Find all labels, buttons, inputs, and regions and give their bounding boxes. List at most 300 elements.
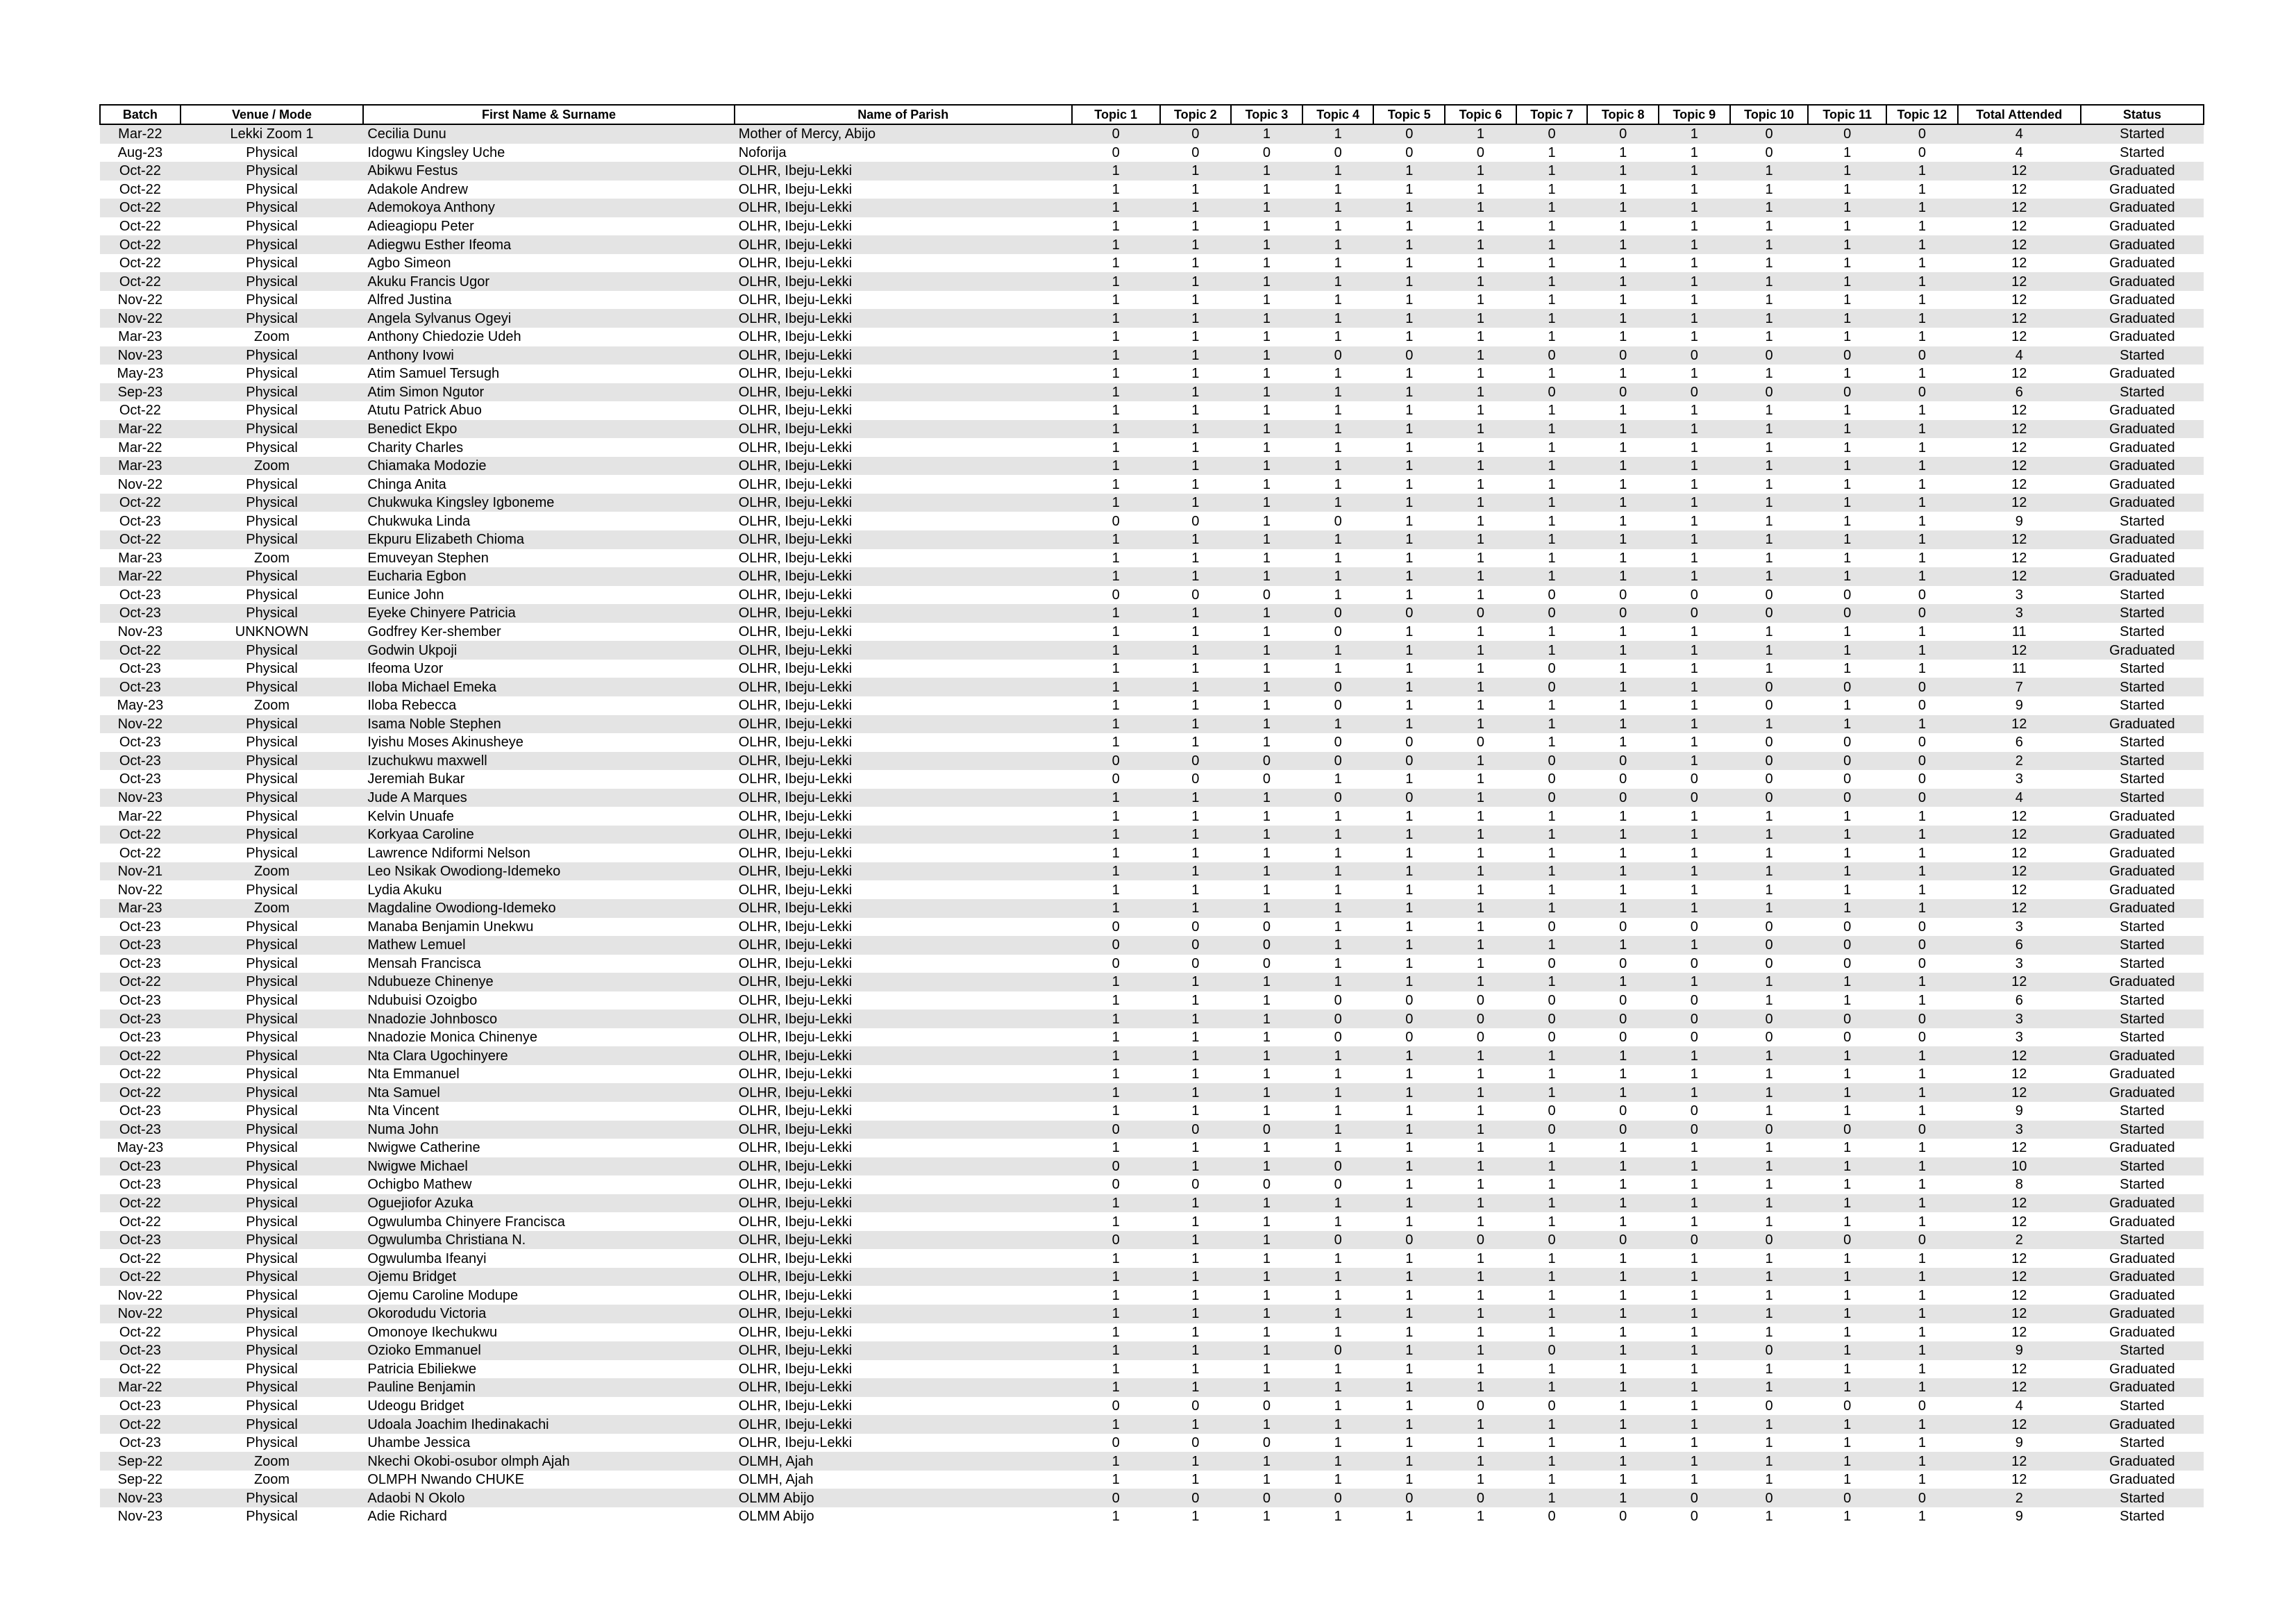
topic-1-cell[interactable]: 1 bbox=[1072, 1341, 1160, 1360]
topic-4-cell[interactable]: 1 bbox=[1302, 1305, 1374, 1323]
topic-11-cell[interactable]: 1 bbox=[1808, 1139, 1886, 1157]
batch-cell[interactable]: May-23 bbox=[100, 696, 181, 715]
topic-6-cell[interactable]: 1 bbox=[1445, 1065, 1516, 1084]
topic-9-cell[interactable]: 1 bbox=[1659, 733, 1730, 752]
topic-11-cell[interactable]: 0 bbox=[1808, 955, 1886, 973]
venue-cell[interactable]: Physical bbox=[181, 346, 364, 365]
topic-9-cell[interactable]: 1 bbox=[1659, 752, 1730, 771]
topic-2-cell[interactable]: 1 bbox=[1160, 1507, 1232, 1526]
topic-1-cell[interactable]: 1 bbox=[1072, 660, 1160, 678]
table-row[interactable] bbox=[100, 1157, 2204, 1176]
venue-cell[interactable]: Zoom bbox=[181, 1452, 364, 1471]
batch-cell[interactable]: Oct-23 bbox=[100, 604, 181, 623]
total-attended-cell[interactable]: 12 bbox=[1958, 420, 2081, 439]
topic-7-cell[interactable]: 1 bbox=[1516, 199, 1588, 217]
name-cell[interactable]: Ogwulumba Ifeanyi bbox=[363, 1249, 734, 1268]
total-attended-cell[interactable]: 9 bbox=[1958, 1341, 2081, 1360]
topic-8-cell[interactable]: 1 bbox=[1587, 181, 1659, 199]
topic-2-cell[interactable]: 1 bbox=[1160, 1341, 1232, 1360]
topic-3-cell[interactable]: 1 bbox=[1231, 899, 1302, 918]
table-row[interactable] bbox=[100, 365, 2204, 383]
topic-5-cell[interactable]: 1 bbox=[1373, 1378, 1445, 1397]
topic-10-cell[interactable]: 1 bbox=[1730, 826, 1809, 844]
total-attended-cell[interactable]: 12 bbox=[1958, 1323, 2081, 1342]
topic-7-cell[interactable]: 1 bbox=[1516, 144, 1588, 162]
topic-1-cell[interactable]: 1 bbox=[1072, 733, 1160, 752]
name-cell[interactable]: Leo Nsikak Owodiong-Idemeko bbox=[363, 862, 734, 881]
topic-1-cell[interactable]: 1 bbox=[1072, 1046, 1160, 1065]
status-cell[interactable]: Started bbox=[2081, 1341, 2204, 1360]
topic-12-cell[interactable]: 1 bbox=[1886, 162, 1958, 181]
topic-3-cell[interactable]: 1 bbox=[1231, 678, 1302, 696]
topic-11-cell[interactable]: 1 bbox=[1808, 1471, 1886, 1489]
topic-3-cell[interactable]: 0 bbox=[1231, 586, 1302, 605]
table-row[interactable] bbox=[100, 420, 2204, 439]
topic-1-cell[interactable]: 1 bbox=[1072, 1102, 1160, 1121]
header-parish[interactable]: Name of Parish bbox=[735, 105, 1072, 124]
table-row[interactable] bbox=[100, 715, 2204, 734]
topic-1-cell[interactable]: 0 bbox=[1072, 955, 1160, 973]
topic-8-cell[interactable]: 1 bbox=[1587, 309, 1659, 328]
parish-cell[interactable]: OLHR, Ibeju-Lekki bbox=[735, 1028, 1072, 1047]
table-row[interactable] bbox=[100, 826, 2204, 844]
parish-cell[interactable]: OLHR, Ibeju-Lekki bbox=[735, 383, 1072, 402]
venue-cell[interactable]: Physical bbox=[181, 660, 364, 678]
topic-11-cell[interactable]: 1 bbox=[1808, 199, 1886, 217]
topic-1-cell[interactable]: 1 bbox=[1072, 678, 1160, 696]
venue-cell[interactable]: Zoom bbox=[181, 328, 364, 346]
topic-8-cell[interactable]: 1 bbox=[1587, 530, 1659, 549]
topic-2-cell[interactable]: 1 bbox=[1160, 1102, 1232, 1121]
topic-4-cell[interactable]: 1 bbox=[1302, 124, 1374, 144]
topic-2-cell[interactable]: 1 bbox=[1160, 899, 1232, 918]
topic-4-cell[interactable]: 0 bbox=[1302, 733, 1374, 752]
topic-10-cell[interactable]: 1 bbox=[1730, 549, 1809, 568]
topic-1-cell[interactable]: 0 bbox=[1072, 918, 1160, 937]
topic-8-cell[interactable]: 1 bbox=[1587, 1139, 1659, 1157]
status-cell[interactable]: Graduated bbox=[2081, 1323, 2204, 1342]
topic-2-cell[interactable]: 1 bbox=[1160, 1415, 1232, 1434]
topic-2-cell[interactable]: 0 bbox=[1160, 1397, 1232, 1416]
name-cell[interactable]: Ifeoma Uzor bbox=[363, 660, 734, 678]
topic-5-cell[interactable]: 1 bbox=[1373, 1268, 1445, 1287]
total-attended-cell[interactable]: 4 bbox=[1958, 789, 2081, 807]
parish-cell[interactable]: OLMH, Ajah bbox=[735, 1452, 1072, 1471]
topic-12-cell[interactable]: 1 bbox=[1886, 530, 1958, 549]
topic-9-cell[interactable]: 1 bbox=[1659, 235, 1730, 254]
table-row[interactable] bbox=[100, 936, 2204, 955]
topic-8-cell[interactable]: 1 bbox=[1587, 162, 1659, 181]
topic-4-cell[interactable]: 1 bbox=[1302, 530, 1374, 549]
topic-4-cell[interactable]: 1 bbox=[1302, 844, 1374, 862]
status-cell[interactable]: Graduated bbox=[2081, 365, 2204, 383]
header-name[interactable]: First Name & Surname bbox=[363, 105, 734, 124]
topic-3-cell[interactable]: 0 bbox=[1231, 1397, 1302, 1416]
table-row[interactable] bbox=[100, 328, 2204, 346]
total-attended-cell[interactable]: 7 bbox=[1958, 678, 2081, 696]
topic-3-cell[interactable]: 1 bbox=[1231, 1194, 1302, 1213]
parish-cell[interactable]: OLMH, Ajah bbox=[735, 1471, 1072, 1489]
topic-7-cell[interactable]: 1 bbox=[1516, 1360, 1588, 1379]
venue-cell[interactable]: Physical bbox=[181, 604, 364, 623]
status-cell[interactable]: Graduated bbox=[2081, 1268, 2204, 1287]
topic-8-cell[interactable]: 1 bbox=[1587, 862, 1659, 881]
topic-7-cell[interactable]: 1 bbox=[1516, 512, 1588, 530]
topic-9-cell[interactable]: 1 bbox=[1659, 899, 1730, 918]
topic-5-cell[interactable]: 1 bbox=[1373, 586, 1445, 605]
topic-5-cell[interactable]: 0 bbox=[1373, 124, 1445, 144]
topic-1-cell[interactable]: 0 bbox=[1072, 1231, 1160, 1250]
name-cell[interactable]: Ekpuru Elizabeth Chioma bbox=[363, 530, 734, 549]
header-topic-7[interactable]: Topic 7 bbox=[1516, 105, 1588, 124]
venue-cell[interactable]: Physical bbox=[181, 807, 364, 826]
topic-5-cell[interactable]: 1 bbox=[1373, 1046, 1445, 1065]
topic-7-cell[interactable]: 1 bbox=[1516, 1323, 1588, 1342]
topic-2-cell[interactable]: 1 bbox=[1160, 235, 1232, 254]
topic-2-cell[interactable]: 1 bbox=[1160, 438, 1232, 457]
topic-7-cell[interactable]: 1 bbox=[1516, 438, 1588, 457]
batch-cell[interactable]: May-23 bbox=[100, 365, 181, 383]
name-cell[interactable]: Chiamaka Modozie bbox=[363, 457, 734, 476]
status-cell[interactable]: Graduated bbox=[2081, 1046, 2204, 1065]
table-row[interactable] bbox=[100, 770, 2204, 789]
batch-cell[interactable]: Nov-22 bbox=[100, 475, 181, 494]
batch-cell[interactable]: Nov-22 bbox=[100, 880, 181, 899]
topic-7-cell[interactable]: 1 bbox=[1516, 162, 1588, 181]
topic-6-cell[interactable]: 1 bbox=[1445, 235, 1516, 254]
topic-7-cell[interactable]: 1 bbox=[1516, 1194, 1588, 1213]
status-cell[interactable]: Started bbox=[2081, 918, 2204, 937]
topic-11-cell[interactable]: 1 bbox=[1808, 420, 1886, 439]
topic-8-cell[interactable]: 1 bbox=[1587, 272, 1659, 291]
topic-8-cell[interactable]: 1 bbox=[1587, 623, 1659, 642]
topic-8-cell[interactable]: 1 bbox=[1587, 254, 1659, 273]
topic-4-cell[interactable]: 1 bbox=[1302, 1286, 1374, 1305]
table-row[interactable] bbox=[100, 1323, 2204, 1342]
topic-11-cell[interactable]: 1 bbox=[1808, 235, 1886, 254]
name-cell[interactable]: Ademokoya Anthony bbox=[363, 199, 734, 217]
topic-2-cell[interactable]: 1 bbox=[1160, 1010, 1232, 1028]
topic-8-cell[interactable]: 1 bbox=[1587, 328, 1659, 346]
venue-cell[interactable]: Physical bbox=[181, 1194, 364, 1213]
status-cell[interactable]: Graduated bbox=[2081, 1212, 2204, 1231]
topic-9-cell[interactable]: 1 bbox=[1659, 807, 1730, 826]
table-row[interactable] bbox=[100, 235, 2204, 254]
header-venue-mode[interactable]: Venue / Mode bbox=[181, 105, 364, 124]
batch-cell[interactable]: Oct-23 bbox=[100, 1028, 181, 1047]
status-cell[interactable]: Graduated bbox=[2081, 549, 2204, 568]
topic-8-cell[interactable]: 1 bbox=[1587, 457, 1659, 476]
topic-7-cell[interactable]: 1 bbox=[1516, 1046, 1588, 1065]
topic-12-cell[interactable]: 1 bbox=[1886, 1083, 1958, 1102]
topic-11-cell[interactable]: 1 bbox=[1808, 144, 1886, 162]
name-cell[interactable]: Korkyaa Caroline bbox=[363, 826, 734, 844]
topic-5-cell[interactable]: 1 bbox=[1373, 1286, 1445, 1305]
topic-4-cell[interactable]: 1 bbox=[1302, 1434, 1374, 1453]
topic-5-cell[interactable]: 1 bbox=[1373, 862, 1445, 881]
batch-cell[interactable]: Mar-22 bbox=[100, 420, 181, 439]
total-attended-cell[interactable]: 12 bbox=[1958, 880, 2081, 899]
header-topic-12[interactable]: Topic 12 bbox=[1886, 105, 1958, 124]
parish-cell[interactable]: OLHR, Ibeju-Lekki bbox=[735, 604, 1072, 623]
topic-6-cell[interactable]: 1 bbox=[1445, 162, 1516, 181]
name-cell[interactable]: Agbo Simeon bbox=[363, 254, 734, 273]
topic-6-cell[interactable]: 1 bbox=[1445, 641, 1516, 660]
table-row[interactable] bbox=[100, 641, 2204, 660]
topic-2-cell[interactable]: 1 bbox=[1160, 733, 1232, 752]
topic-5-cell[interactable]: 1 bbox=[1373, 235, 1445, 254]
topic-6-cell[interactable]: 1 bbox=[1445, 1212, 1516, 1231]
topic-7-cell[interactable]: 1 bbox=[1516, 1157, 1588, 1176]
venue-cell[interactable]: Physical bbox=[181, 365, 364, 383]
topic-2-cell[interactable]: 1 bbox=[1160, 826, 1232, 844]
topic-4-cell[interactable]: 1 bbox=[1302, 1121, 1374, 1139]
topic-9-cell[interactable]: 1 bbox=[1659, 1268, 1730, 1287]
topic-11-cell[interactable]: 1 bbox=[1808, 365, 1886, 383]
topic-11-cell[interactable]: 0 bbox=[1808, 1397, 1886, 1416]
venue-cell[interactable]: Physical bbox=[181, 1341, 364, 1360]
topic-8-cell[interactable]: 1 bbox=[1587, 1323, 1659, 1342]
topic-5-cell[interactable]: 1 bbox=[1373, 918, 1445, 937]
venue-cell[interactable]: Physical bbox=[181, 826, 364, 844]
topic-9-cell[interactable]: 1 bbox=[1659, 549, 1730, 568]
topic-8-cell[interactable]: 1 bbox=[1587, 1065, 1659, 1084]
topic-5-cell[interactable]: 1 bbox=[1373, 475, 1445, 494]
topic-11-cell[interactable]: 1 bbox=[1808, 1268, 1886, 1287]
topic-6-cell[interactable]: 1 bbox=[1445, 844, 1516, 862]
topic-4-cell[interactable]: 1 bbox=[1302, 1065, 1374, 1084]
name-cell[interactable]: OLMPH Nwando CHUKE bbox=[363, 1471, 734, 1489]
topic-9-cell[interactable]: 1 bbox=[1659, 1046, 1730, 1065]
topic-2-cell[interactable]: 1 bbox=[1160, 1268, 1232, 1287]
venue-cell[interactable]: Physical bbox=[181, 1065, 364, 1084]
topic-11-cell[interactable]: 1 bbox=[1808, 475, 1886, 494]
topic-6-cell[interactable]: 1 bbox=[1445, 1471, 1516, 1489]
topic-7-cell[interactable]: 1 bbox=[1516, 1139, 1588, 1157]
topic-2-cell[interactable]: 1 bbox=[1160, 1305, 1232, 1323]
topic-7-cell[interactable]: 0 bbox=[1516, 1231, 1588, 1250]
topic-5-cell[interactable]: 1 bbox=[1373, 826, 1445, 844]
topic-3-cell[interactable]: 1 bbox=[1231, 1323, 1302, 1342]
status-cell[interactable]: Graduated bbox=[2081, 291, 2204, 310]
topic-12-cell[interactable]: 0 bbox=[1886, 1231, 1958, 1250]
venue-cell[interactable]: Physical bbox=[181, 1434, 364, 1453]
topic-7-cell[interactable]: 1 bbox=[1516, 1471, 1588, 1489]
topic-12-cell[interactable]: 1 bbox=[1886, 254, 1958, 273]
topic-7-cell[interactable]: 1 bbox=[1516, 862, 1588, 881]
name-cell[interactable]: Adaobi N Okolo bbox=[363, 1489, 734, 1507]
topic-3-cell[interactable]: 1 bbox=[1231, 1452, 1302, 1471]
topic-12-cell[interactable]: 1 bbox=[1886, 1139, 1958, 1157]
venue-cell[interactable]: Physical bbox=[181, 235, 364, 254]
topic-7-cell[interactable]: 1 bbox=[1516, 567, 1588, 586]
topic-4-cell[interactable]: 1 bbox=[1302, 918, 1374, 937]
topic-10-cell[interactable]: 0 bbox=[1730, 124, 1809, 144]
topic-8-cell[interactable]: 1 bbox=[1587, 1452, 1659, 1471]
topic-1-cell[interactable]: 0 bbox=[1072, 770, 1160, 789]
table-row[interactable] bbox=[100, 309, 2204, 328]
total-attended-cell[interactable]: 12 bbox=[1958, 1471, 2081, 1489]
topic-11-cell[interactable]: 1 bbox=[1808, 512, 1886, 530]
topic-2-cell[interactable]: 1 bbox=[1160, 162, 1232, 181]
topic-2-cell[interactable]: 1 bbox=[1160, 217, 1232, 236]
topic-9-cell[interactable]: 1 bbox=[1659, 1083, 1730, 1102]
topic-5-cell[interactable]: 1 bbox=[1373, 272, 1445, 291]
venue-cell[interactable]: Physical bbox=[181, 1175, 364, 1194]
topic-9-cell[interactable]: 1 bbox=[1659, 567, 1730, 586]
header-batch[interactable]: Batch bbox=[100, 105, 181, 124]
topic-11-cell[interactable]: 0 bbox=[1808, 678, 1886, 696]
parish-cell[interactable]: OLHR, Ibeju-Lekki bbox=[735, 346, 1072, 365]
batch-cell[interactable]: Mar-23 bbox=[100, 457, 181, 476]
topic-3-cell[interactable]: 1 bbox=[1231, 1065, 1302, 1084]
topic-3-cell[interactable]: 1 bbox=[1231, 623, 1302, 642]
topic-4-cell[interactable]: 1 bbox=[1302, 807, 1374, 826]
topic-2-cell[interactable]: 1 bbox=[1160, 181, 1232, 199]
topic-7-cell[interactable]: 1 bbox=[1516, 623, 1588, 642]
venue-cell[interactable]: Physical bbox=[181, 641, 364, 660]
topic-11-cell[interactable]: 0 bbox=[1808, 752, 1886, 771]
batch-cell[interactable]: Oct-22 bbox=[100, 1212, 181, 1231]
table-row[interactable] bbox=[100, 272, 2204, 291]
topic-1-cell[interactable]: 1 bbox=[1072, 346, 1160, 365]
topic-10-cell[interactable]: 1 bbox=[1730, 1157, 1809, 1176]
topic-12-cell[interactable]: 1 bbox=[1886, 1378, 1958, 1397]
topic-11-cell[interactable]: 0 bbox=[1808, 1121, 1886, 1139]
topic-2-cell[interactable]: 1 bbox=[1160, 1046, 1232, 1065]
status-cell[interactable]: Started bbox=[2081, 1102, 2204, 1121]
name-cell[interactable]: Godfrey Ker-shember bbox=[363, 623, 734, 642]
topic-11-cell[interactable]: 1 bbox=[1808, 309, 1886, 328]
topic-2-cell[interactable]: 0 bbox=[1160, 770, 1232, 789]
status-cell[interactable]: Started bbox=[2081, 789, 2204, 807]
topic-1-cell[interactable]: 1 bbox=[1072, 1194, 1160, 1213]
topic-6-cell[interactable]: 1 bbox=[1445, 494, 1516, 512]
topic-1-cell[interactable]: 1 bbox=[1072, 1083, 1160, 1102]
topic-7-cell[interactable]: 0 bbox=[1516, 678, 1588, 696]
topic-6-cell[interactable]: 1 bbox=[1445, 217, 1516, 236]
topic-8-cell[interactable]: 0 bbox=[1587, 991, 1659, 1010]
topic-1-cell[interactable]: 1 bbox=[1072, 549, 1160, 568]
name-cell[interactable]: Ogwulumba Christiana N. bbox=[363, 1231, 734, 1250]
name-cell[interactable]: Iyishu Moses Akinusheye bbox=[363, 733, 734, 752]
topic-3-cell[interactable]: 1 bbox=[1231, 438, 1302, 457]
topic-9-cell[interactable]: 0 bbox=[1659, 991, 1730, 1010]
topic-11-cell[interactable]: 1 bbox=[1808, 1102, 1886, 1121]
status-cell[interactable]: Graduated bbox=[2081, 1452, 2204, 1471]
topic-7-cell[interactable]: 1 bbox=[1516, 715, 1588, 734]
batch-cell[interactable]: Oct-23 bbox=[100, 936, 181, 955]
topic-8-cell[interactable]: 1 bbox=[1587, 1341, 1659, 1360]
topic-4-cell[interactable]: 1 bbox=[1302, 383, 1374, 402]
topic-4-cell[interactable]: 1 bbox=[1302, 1212, 1374, 1231]
topic-5-cell[interactable]: 1 bbox=[1373, 1249, 1445, 1268]
table-row[interactable] bbox=[100, 1139, 2204, 1157]
parish-cell[interactable]: OLHR, Ibeju-Lekki bbox=[735, 1139, 1072, 1157]
topic-6-cell[interactable]: 1 bbox=[1445, 199, 1516, 217]
total-attended-cell[interactable]: 12 bbox=[1958, 844, 2081, 862]
table-row[interactable] bbox=[100, 660, 2204, 678]
topic-1-cell[interactable]: 1 bbox=[1072, 604, 1160, 623]
topic-6-cell[interactable]: 1 bbox=[1445, 346, 1516, 365]
topic-1-cell[interactable]: 1 bbox=[1072, 623, 1160, 642]
table-row[interactable] bbox=[100, 1065, 2204, 1084]
batch-cell[interactable]: Mar-23 bbox=[100, 899, 181, 918]
topic-4-cell[interactable]: 1 bbox=[1302, 365, 1374, 383]
name-cell[interactable]: Atim Simon Ngutor bbox=[363, 383, 734, 402]
name-cell[interactable]: Nta Clara Ugochinyere bbox=[363, 1046, 734, 1065]
table-row[interactable] bbox=[100, 567, 2204, 586]
status-cell[interactable]: Started bbox=[2081, 1121, 2204, 1139]
topic-6-cell[interactable]: 1 bbox=[1445, 899, 1516, 918]
header-total-attended[interactable]: Total Attended bbox=[1958, 105, 2081, 124]
parish-cell[interactable]: OLHR, Ibeju-Lekki bbox=[735, 272, 1072, 291]
topic-1-cell[interactable]: 0 bbox=[1072, 936, 1160, 955]
topic-11-cell[interactable]: 1 bbox=[1808, 1212, 1886, 1231]
batch-cell[interactable]: Oct-23 bbox=[100, 1231, 181, 1250]
topic-10-cell[interactable]: 0 bbox=[1730, 1010, 1809, 1028]
topic-10-cell[interactable]: 0 bbox=[1730, 383, 1809, 402]
topic-3-cell[interactable]: 1 bbox=[1231, 1102, 1302, 1121]
topic-6-cell[interactable]: 1 bbox=[1445, 1360, 1516, 1379]
venue-cell[interactable]: Physical bbox=[181, 309, 364, 328]
topic-4-cell[interactable]: 0 bbox=[1302, 144, 1374, 162]
total-attended-cell[interactable]: 12 bbox=[1958, 715, 2081, 734]
name-cell[interactable]: Nta Emmanuel bbox=[363, 1065, 734, 1084]
status-cell[interactable]: Graduated bbox=[2081, 641, 2204, 660]
name-cell[interactable]: Ndubuisi Ozoigbo bbox=[363, 991, 734, 1010]
parish-cell[interactable]: OLHR, Ibeju-Lekki bbox=[735, 1305, 1072, 1323]
venue-cell[interactable]: Physical bbox=[181, 918, 364, 937]
topic-9-cell[interactable]: 1 bbox=[1659, 1397, 1730, 1416]
topic-1-cell[interactable]: 1 bbox=[1072, 899, 1160, 918]
parish-cell[interactable]: OLHR, Ibeju-Lekki bbox=[735, 291, 1072, 310]
name-cell[interactable]: Benedict Ekpo bbox=[363, 420, 734, 439]
topic-3-cell[interactable]: 1 bbox=[1231, 512, 1302, 530]
topic-11-cell[interactable]: 0 bbox=[1808, 1010, 1886, 1028]
table-row[interactable] bbox=[100, 1286, 2204, 1305]
status-cell[interactable]: Started bbox=[2081, 770, 2204, 789]
topic-10-cell[interactable]: 1 bbox=[1730, 1083, 1809, 1102]
topic-7-cell[interactable]: 1 bbox=[1516, 1286, 1588, 1305]
name-cell[interactable]: Manaba Benjamin Unekwu bbox=[363, 918, 734, 937]
batch-cell[interactable]: Oct-22 bbox=[100, 826, 181, 844]
topic-9-cell[interactable]: 0 bbox=[1659, 1010, 1730, 1028]
batch-cell[interactable]: Oct-22 bbox=[100, 254, 181, 273]
topic-4-cell[interactable]: 0 bbox=[1302, 604, 1374, 623]
topic-11-cell[interactable]: 0 bbox=[1808, 1489, 1886, 1507]
topic-1-cell[interactable]: 1 bbox=[1072, 217, 1160, 236]
topic-10-cell[interactable]: 1 bbox=[1730, 1046, 1809, 1065]
topic-10-cell[interactable]: 1 bbox=[1730, 181, 1809, 199]
topic-8-cell[interactable]: 0 bbox=[1587, 1102, 1659, 1121]
topic-1-cell[interactable]: 1 bbox=[1072, 807, 1160, 826]
topic-9-cell[interactable]: 0 bbox=[1659, 770, 1730, 789]
topic-12-cell[interactable]: 1 bbox=[1886, 1194, 1958, 1213]
topic-4-cell[interactable]: 1 bbox=[1302, 438, 1374, 457]
topic-4-cell[interactable]: 0 bbox=[1302, 1489, 1374, 1507]
topic-6-cell[interactable]: 1 bbox=[1445, 1083, 1516, 1102]
venue-cell[interactable]: Physical bbox=[181, 1231, 364, 1250]
topic-5-cell[interactable]: 1 bbox=[1373, 623, 1445, 642]
topic-6-cell[interactable]: 1 bbox=[1445, 789, 1516, 807]
status-cell[interactable]: Graduated bbox=[2081, 254, 2204, 273]
topic-3-cell[interactable]: 1 bbox=[1231, 1010, 1302, 1028]
name-cell[interactable]: Nwigwe Michael bbox=[363, 1157, 734, 1176]
topic-2-cell[interactable]: 1 bbox=[1160, 567, 1232, 586]
topic-3-cell[interactable]: 1 bbox=[1231, 1028, 1302, 1047]
status-cell[interactable]: Graduated bbox=[2081, 475, 2204, 494]
